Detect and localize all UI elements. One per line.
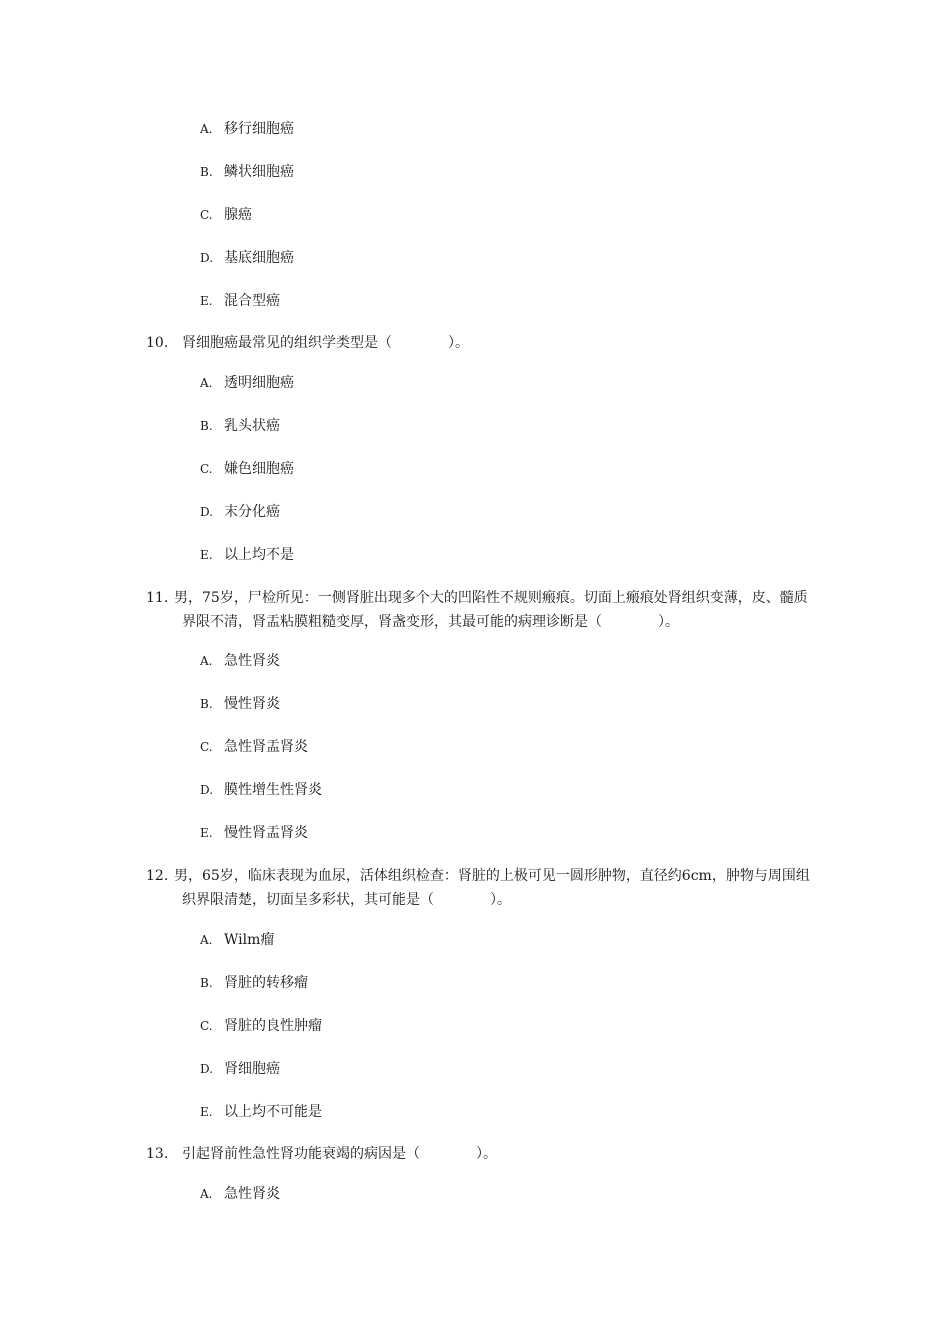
- option-row: [200, 163, 294, 181]
- option-text: 透明细胞癌: [224, 375, 294, 391]
- question-number: 13.: [146, 1146, 169, 1162]
- option-row: [200, 206, 252, 224]
- option-letter: A.: [200, 122, 213, 136]
- option-row: [200, 1017, 322, 1035]
- option-letter: A.: [200, 654, 213, 668]
- option-text: 膜性增生性肾炎: [224, 782, 322, 798]
- option-text: 基底细胞癌: [224, 250, 294, 266]
- option-text: 末分化癌: [224, 504, 280, 520]
- option-row: [200, 738, 308, 756]
- option-text: 慢性肾炎: [224, 696, 280, 712]
- option-row: [200, 503, 280, 521]
- option-row: [200, 546, 294, 564]
- option-letter: A.: [200, 933, 213, 947]
- option-row: [200, 374, 294, 392]
- question-10: [146, 331, 816, 355]
- option-letter: C.: [200, 462, 213, 476]
- option-row: [200, 1185, 280, 1203]
- option-letter: C.: [200, 208, 213, 222]
- option-letter: A.: [200, 376, 213, 390]
- option-text: 急性肾炎: [224, 1186, 280, 1202]
- option-text: 肾脏的转移瘤: [224, 975, 308, 991]
- option-row: [200, 460, 294, 478]
- option-text: 乳头状癌: [224, 418, 280, 434]
- option-row: [200, 1060, 280, 1078]
- option-text: 混合型癌: [224, 293, 280, 309]
- option-letter: B.: [200, 165, 213, 179]
- option-text: 肾脏的良性肿瘤: [224, 1018, 322, 1034]
- question-12: [146, 864, 816, 912]
- option-letter: E.: [200, 294, 213, 308]
- option-text: 慢性肾盂肾炎: [224, 825, 308, 841]
- question-number: 11.: [146, 590, 169, 606]
- option-row: [200, 1103, 322, 1121]
- option-letter: E.: [200, 826, 213, 840]
- option-row: [200, 781, 322, 799]
- option-row: [200, 974, 308, 992]
- option-letter: E.: [200, 1105, 213, 1119]
- question-number: 10.: [146, 335, 169, 351]
- option-row: [200, 931, 274, 949]
- option-letter: B.: [200, 976, 213, 990]
- question-13: [146, 1142, 816, 1166]
- option-row: [200, 695, 280, 713]
- option-letter: B.: [200, 419, 213, 433]
- option-text: 急性肾盂肾炎: [224, 739, 308, 755]
- question-text: 男，65岁，临床表现为血尿，活体组织检查：肾脏的上极可见一圆形肿物，直径约6cm，肿物与周围组织界限清楚，切面呈多彩状，其可能是（ ）。: [174, 868, 810, 908]
- option-letter: B.: [200, 697, 213, 711]
- option-row: [200, 292, 280, 310]
- question-text: 肾细胞癌最常见的组织学类型是（ ）。: [182, 335, 469, 351]
- question-number: 12.: [146, 868, 169, 884]
- option-text: 以上均不可能是: [224, 1104, 322, 1120]
- option-letter: C.: [200, 1019, 213, 1033]
- question-11: [146, 586, 816, 634]
- option-letter: D.: [200, 1062, 214, 1076]
- option-letter: D.: [200, 783, 214, 797]
- option-text: 移行细胞癌: [224, 121, 294, 137]
- option-letter: E.: [200, 548, 213, 562]
- option-row: [200, 417, 280, 435]
- question-text: 男，75岁，尸检所见：一侧肾脏出现多个大的凹陷性不规则瘢痕。切面上瘢痕处肾组织变薄，皮、髓质界限不清，肾盂粘膜粗糙变厚，肾盏变形，其最可能的病理诊断是（ ）。: [174, 590, 808, 630]
- option-letter: D.: [200, 251, 214, 265]
- option-row: [200, 824, 308, 842]
- option-letter: C.: [200, 740, 213, 754]
- question-text: 引起肾前性急性肾功能衰竭的病因是（ ）。: [182, 1146, 497, 1162]
- option-text: 嫌色细胞癌: [224, 461, 294, 477]
- option-row: [200, 249, 294, 267]
- option-text: 腺癌: [224, 207, 252, 223]
- option-letter: A.: [200, 1187, 213, 1201]
- option-text: Wilm瘤: [224, 932, 275, 948]
- option-row: [200, 652, 280, 670]
- option-text: 肾细胞癌: [224, 1061, 280, 1077]
- option-text: 急性肾炎: [224, 653, 280, 669]
- option-row: [200, 120, 294, 138]
- option-text: 以上均不是: [224, 547, 294, 563]
- option-text: 鳞状细胞癌: [224, 164, 294, 180]
- option-letter: D.: [200, 505, 214, 519]
